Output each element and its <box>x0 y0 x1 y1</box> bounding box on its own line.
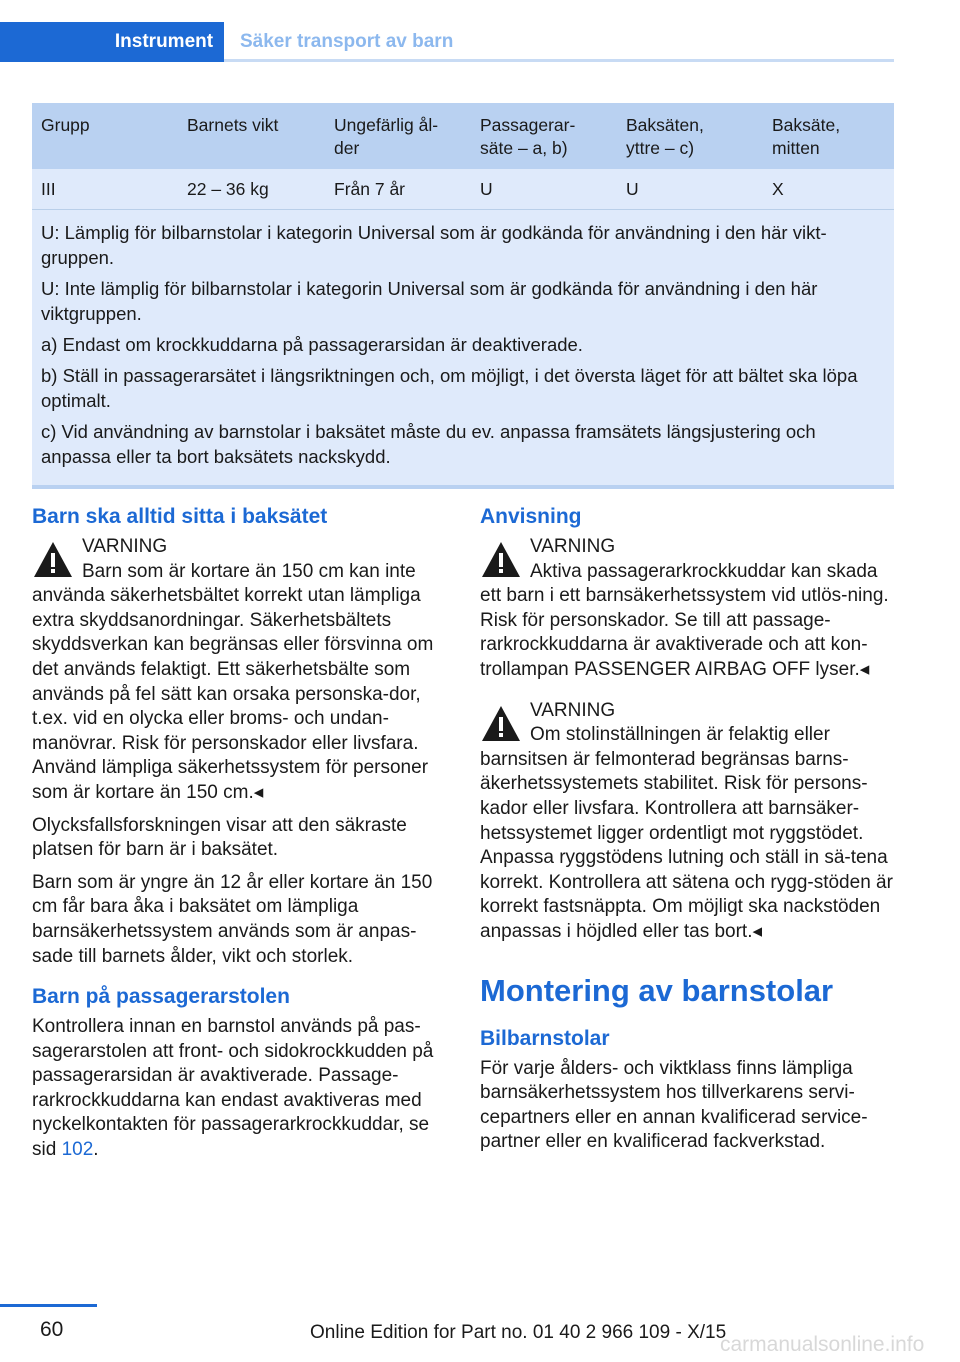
header-accent-bar <box>0 22 104 62</box>
table-header-cell: Baksäte, mitten <box>772 115 841 158</box>
table-header-cell: Barnets vikt <box>187 115 279 135</box>
warning-block <box>32 535 450 806</box>
table-note: U: Inte lämplig för bilbarnstolar i kategorin Universal som är godkända för användning i den här viktgruppen. <box>41 278 818 324</box>
table-note: b) Ställ in passagerarsätet i längsriktningen och, om möjligt, i det översta läget för att bältet ska löpa optimalt. <box>41 365 858 411</box>
warning-title: VARNING <box>530 699 616 721</box>
page-reference-link[interactable]: 102 <box>61 1139 94 1161</box>
warning-triangle-icon <box>480 539 522 581</box>
table-header-cell: Grupp <box>41 115 90 135</box>
table-header-cell: Ungefärlig ål- der <box>334 115 439 158</box>
section-heading: Anvisning <box>480 505 582 528</box>
paragraph: Barn som är yngre än 12 år eller kortare än 150 cm får bara åka i baksätet om lämpliga barnsäkerhetssystem används som är anpas-sade till barnets ålder, vikt och storlek. <box>32 871 433 967</box>
table-cell: U <box>626 178 639 199</box>
table-note: a) Endast om krockkuddarna på passagerarsidan är deaktiverade. <box>41 334 583 355</box>
table-row <box>32 169 894 210</box>
table-cell: III <box>41 178 56 199</box>
table-cell: Från 7 år <box>334 178 405 199</box>
warning-text: Om stolinställningen är felaktig eller barnsitsen är felmonterad begränsas barns-äkerhetssystemets stabilitet. Risk för persons-kador eller livsfara. Kontrollera att barnsäker-hetssystemet ligger ordentligt mot ryggstödet. Anpassa ryggstödens lutning och ställ in sä-tena korrekt. Kontrollera att sätena och rygg-stöden är korrekt fastsnäppta. Om möjligt ska nackstöden anpassas i höjdled eller tas bort.◂ <box>480 724 893 942</box>
table-cell: X <box>772 178 784 199</box>
left-column <box>32 503 450 1171</box>
table-note: U: Lämplig för bilbarnstolar i kategorin Universal som är godkända för användning i den här vikt-gruppen. <box>41 222 827 268</box>
page-number: 60 <box>40 1318 64 1341</box>
page-header <box>0 0 960 62</box>
footer-accent-line <box>0 1304 97 1307</box>
child-seat-table <box>32 103 894 489</box>
warning-text: Barn som är kortare än 150 cm kan inte använda säkerhetsbältet korrekt utan lämpliga extra skyddsanordningar. Säkerhetsbältets skyddsverkan kan begränsas eller försvinna om det används felaktigt. Ett säkerhetsbälte som används på fel sätt kan orsaka personska-dor, t.ex. vid en olycka eller broms- och undan-manövrar. Risk för personskador eller livsfara. Använd lämpliga säkerhetssystem för personer som är kortare än 150 cm.◂ <box>32 560 434 803</box>
warning-triangle-icon <box>480 703 522 745</box>
header-underline <box>224 59 894 62</box>
section-heading: Barn ska alltid sitta i baksätet <box>32 505 328 528</box>
paragraph: Olycksfallsforskningen visar att den säkraste platsen för barn är i baksätet. <box>32 814 407 861</box>
watermark: carmanualsonline.info <box>720 1333 925 1356</box>
warning-triangle-icon <box>32 539 74 581</box>
section-heading: Barn på passagerarstolen <box>32 985 290 1009</box>
warning-title: VARNING <box>82 536 168 557</box>
warning-block <box>480 699 898 945</box>
paragraph: Kontrollera innan en barnstol används på pas-sagerarstolen att front- och sidokrockkudden på passagerarsidan är avaktiverade. Passage-rarkrockkuddarna kan endast avaktiveras med nyckelkontakten för passagerarkrockkuddar, se sid 102. <box>32 1016 434 1161</box>
right-column <box>480 503 898 1163</box>
table-cell: 22 – 36 kg <box>187 178 269 199</box>
chapter-heading: Montering av barnstolar <box>480 972 834 1008</box>
paragraph: För varje ålders- och viktklass finns lämpliga barnsäkerhetssystem hos tillverkarens servi-cepartners eller en annan kvalificerad service-partner eller en kvalificerad fackverkstad. <box>480 1057 868 1153</box>
table-notes <box>32 210 894 489</box>
tab-instrument[interactable]: Instrument <box>104 22 224 62</box>
tab-child-transport[interactable]: Säker transport av barn <box>240 31 454 52</box>
table-header-row <box>32 103 894 169</box>
warning-title: VARNING <box>530 536 616 557</box>
edition-text: Online Edition for Part no. 01 40 2 966 109 - X/15 <box>310 1322 727 1343</box>
table-cell: U <box>480 178 493 199</box>
table-note: c) Vid användning av barnstolar i baksätet måste du ev. anpassa framsätets längsjustering och anpassa eller ta bort baksätets nackskydd. <box>41 421 816 467</box>
warning-text: Aktiva passagerarkrockkuddar kan skada ett barn i ett barnsäkerhetssystem vid utlös-ning. Risk för personskador. Se till att passage-rarkrockkuddarna är avaktiverade och att kon-trollampan PASSENGER AIRBAG OFF lyser.◂ <box>480 560 889 680</box>
table-header-cell: Passagerar- säte – a, b) <box>480 115 576 158</box>
section-heading: Bilbarnstolar <box>480 1026 610 1050</box>
warning-block <box>480 535 898 683</box>
table-header-cell: Baksäten, yttre – c) <box>626 115 704 158</box>
